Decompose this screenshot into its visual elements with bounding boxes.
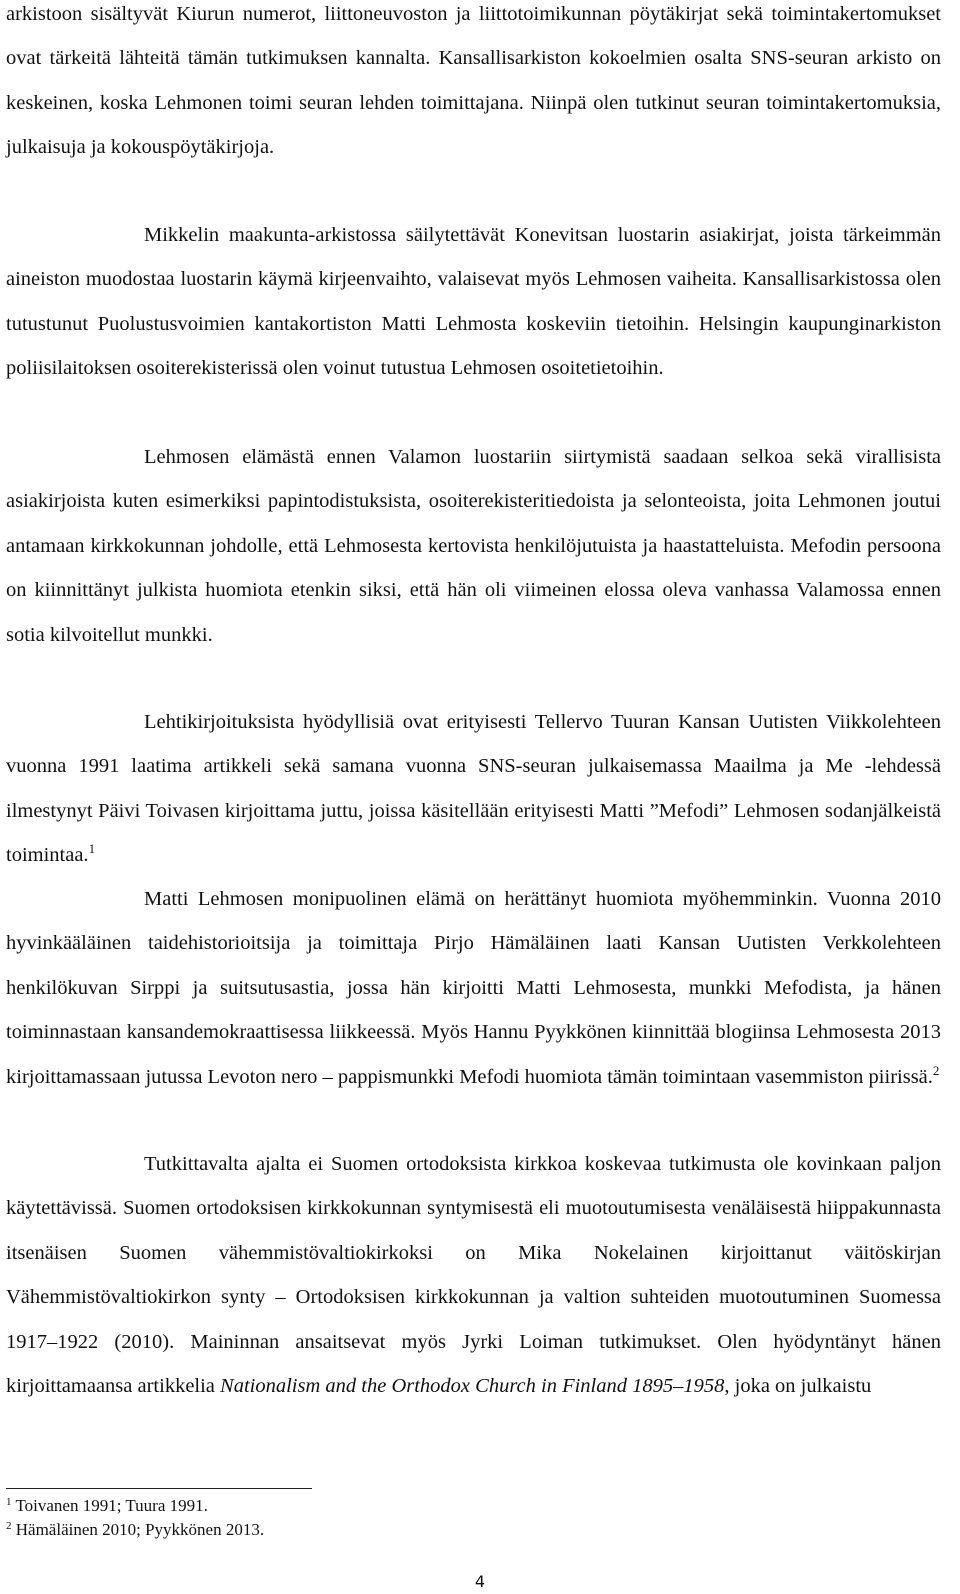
paragraph-archives-kiuru <box>6 0 941 170</box>
footnote-2 <box>6 1520 264 1540</box>
paragraph-newspaper-articles <box>6 700 941 878</box>
paragraph-text: Lehtikirjoituksista hyödyllisiä ovat erityisesti Tellervo Tuuran Kansan Uutisten Viikkolehteen vuonna 1991 laatima artikkeli sekä samana vuonna SNS-seuran julkaisemassa Maailma ja Me -lehdessä ilmestynyt Päivi Toivasen kirjoittama juttu, joissa käsitellään erityisesti Matti ”Mefodi” Lehmosen sodanjälkeistä toimintaa. <box>6 711 941 867</box>
article-title: Nationalism and the Orthodox Church in Finland 1895‒1958 <box>220 1375 725 1398</box>
footnote-number: 2 <box>6 1520 12 1532</box>
footnote-number: 1 <box>6 1496 12 1508</box>
paragraph-orthodox-research <box>6 1142 941 1408</box>
footnote-text: Hämäläinen 2010; Pyykkönen 2013. <box>15 1520 265 1539</box>
paragraph-text: Mikkelin maakunta-arkistossa säilytettävät Konevitsan luostarin asiakirjat, joista tärkeimmän aineiston muodostaa luostarin käymä kirjeenvaihto, valaisevat myös Lehmosen vaiheita. Kansallisarkistossa olen tutustunut Puolustusvoimien kantakortiston Matti Lehmosta koskeviin tietoihin. Helsingin kaupunginarkiston poliisilaitoksen osoiterekisterissä olen voinut tutustua Lehmosen osoitetietoihin. <box>6 224 941 380</box>
footnote-ref-2[interactable]: 2 <box>932 1062 940 1078</box>
page-number: 4 <box>474 1572 486 1591</box>
paragraph-mikkeli-archive <box>6 213 941 391</box>
paragraph-text: Matti Lehmosen monipuolinen elämä on herättänyt huomiota myöhemminkin. Vuonna 2010 hyvinkääläinen taidehistorioitsija ja toimittaja Pirjo Hämäläinen laati Kansan Uutisten Verkkolehteen henkilökuvan Sirppi ja suitsutusastia, jossa hän kirjoitti Matti Lehmosesta, munkki Mefodista, ja hänen toiminnastaan kansandemokraattisessa liikkeessä. Myös Hannu Pyykkönen kiinnittää blogiinsa Lehmosesta 2013 kirjoittamassaan jutussa Levoton nero – pappismunkki Mefodi huomiota tämän toimintaan vasemmiston piirissä. <box>6 888 941 1088</box>
paragraph-text: Tutkittavalta ajalta ei Suomen ortodoksista kirkkoa koskevaa tutkimusta ole kovinkaan paljon käytettävissä. Suomen ortodoksisen kirkkokunnan syntymisestä eli muotoutumisesta venäläisestä hiippakunnasta itsenäisen Suomen vähemmistövaltiokirkoksi on Mika Nokelainen kirjoittanut väitöskirjan Vähemmistövaltiokirkon synty – Ortodoksisen kirkkokunnan ja valtion suhteiden muotoutuminen Suomessa 1917‒1922 (2010). Maininnan ansaitsevat myös Jyrki Loiman tutkimukset. Olen hyödyntänyt hänen kirjoittamaansa artikkelia <box>6 1153 941 1398</box>
footnote-separator <box>6 1488 312 1489</box>
paragraph-text: Lehmosen elämästä ennen Valamon luostariin siirtymistä saadaan selkoa sekä virallisista asiakirjoista kuten esimerkiksi papintodistuksista, osoiterekisteritiedoista ja selonteoista, joita Lehmonen joutui antamaan kirkkokunnan johdolle, että Lehmosesta kertovista henkilöjutuista ja haastatteluista. Mefodin persoona on kiinnittänyt julkista huomiota etenkin siksi, että hän oli viimeinen elossa oleva vanhassa Valamossa ennen sotia kilvoitellut munkki. <box>6 446 941 646</box>
paragraph-life-before-valamo <box>6 435 941 657</box>
paragraph-later-attention <box>6 877 941 1099</box>
paragraph-text: , joka on julkaistu <box>724 1375 872 1398</box>
footnote-ref-1[interactable]: 1 <box>88 841 96 857</box>
footnote-text: Toivanen 1991; Tuura 1991. <box>15 1496 208 1515</box>
footnote-1 <box>6 1496 208 1516</box>
paragraph-text: arkistoon sisältyvät Kiurun numerot, liittoneuvoston ja liittotoimikunnan pöytäkirjat sekä toimintakertomukset ovat tärkeitä lähteitä tämän tutkimuksen kannalta. Kansallisarkiston kokoelmien osalta SNS-seuran arkisto on keskeinen, koska Lehmonen toimi seuran lehden toimittajana. Niinpä olen tutkinut seuran toimintakertomuksia, julkaisuja ja kokouspöytäkirjoja. <box>6 3 941 159</box>
